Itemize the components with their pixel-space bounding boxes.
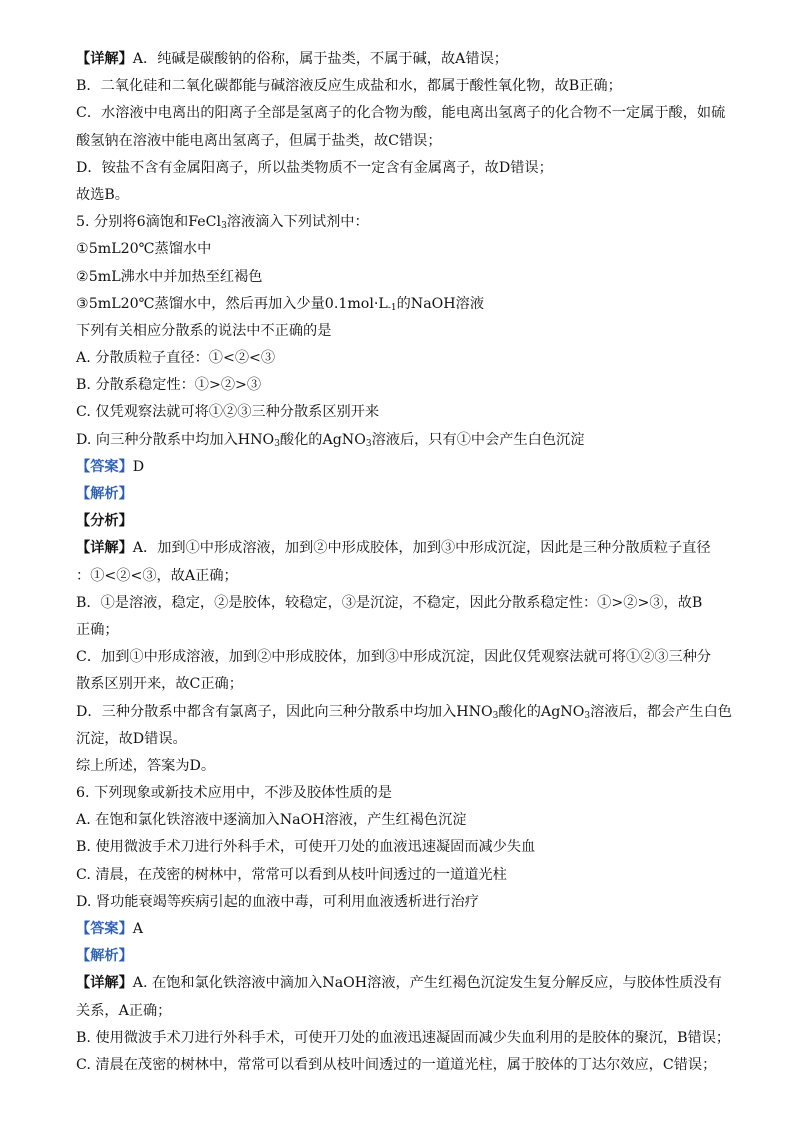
q5-answer-line	[76, 454, 726, 481]
q5-detail-d-sub-1: 3	[492, 710, 499, 721]
q6-answer-value: A	[132, 921, 144, 937]
q5-detail-d-part-a: D．三种分散系中都含有氯离子，因此向三种分散系中均加入HNO	[76, 703, 493, 720]
q5-question: 下列有关相应分散系的说法中不正确的是	[76, 322, 332, 339]
q5-detail-c-line-1: C．加到①中形成溶液，加到②中形成胶体，加到③中形成沉淀，因此仅凭观察法就可将①②③三种分	[76, 649, 712, 666]
q4-detail-c-line-1: C．水溶液中电离出的阳离子全部是氢离子的化合物为酸，能电离出氢离子的化合物不一定属于酸，如硫	[76, 105, 726, 122]
q5-item-3	[76, 291, 726, 318]
q5-option-d	[76, 427, 726, 454]
q5-detail-b-line-2: 正确；	[76, 621, 119, 638]
analysis-tag: 【解析】	[76, 486, 133, 502]
q6-option-d: D. 肾功能衰竭等疾病引起的血液中毒，可利用血液透析进行治疗	[76, 893, 479, 910]
q4-detail-c-line-2: 酸氢钠在溶液中能电离出氢离子，但属于盐类，故C错误；	[76, 132, 442, 149]
q5-option-d-part-a: D. 向三种分散系中均加入HNO	[76, 431, 275, 448]
q6-answer-line	[76, 916, 726, 943]
q6-detail-a-text: A. 在饱和氯化铁溶液中滴加入NaOH溶液，产生红褐色沉淀发生复分解反应，与胶体性质没有	[132, 975, 722, 992]
q6-detail-a-line-2: 关系，A正确；	[76, 1002, 172, 1019]
q5-stem-part-a: 5. 分别将6滴饱和FeCl	[76, 214, 222, 231]
q5-option-d-part-c: 溶液后，只有①中会产生白色沉淀	[371, 431, 585, 448]
q5-item-3-part-b: 的NaOH溶液	[396, 295, 485, 312]
q4-conclusion: 故选B。	[76, 186, 129, 203]
q5-item-3-part-a: ③5mL20℃蒸馏水中，然后再加入少量0.1mol·L	[76, 295, 388, 312]
q5-detail-a-line-1	[76, 535, 726, 562]
q5-stem-part-b: 溶液滴入下列试剂中：	[226, 214, 369, 231]
q5-detail-d-part-b: 酸化的AgNO	[498, 703, 585, 720]
detail-tag: 【详解】	[76, 51, 133, 67]
q6-detail-c-line: C. 清晨在茂密的树林中，常常可以看到从枝叶间透过的一道道光柱，属于胶体的丁达尔效应，C错误；	[76, 1056, 717, 1073]
q5-option-d-part-b: 酸化的AgNO	[279, 431, 366, 448]
q6-option-c: C. 清晨，在茂密的树林中，常常可以看到从枝叶间透过的一道道光柱	[76, 866, 507, 883]
answer-tag: 【答案】	[76, 458, 133, 475]
q6-option-b: B. 使用微波手术刀进行外科手术，可使开刀处的血液迅速凝固而减少失血	[76, 839, 536, 856]
q5-option-c: C. 仅凭观察法就可将①②③三种分散系区别开来	[76, 404, 380, 421]
document-page	[76, 46, 732, 1079]
q5-option-a: A. 分散质粒子直径：①<②<③	[76, 350, 276, 367]
analysis-tag: 【解析】	[76, 948, 133, 965]
q5-detail-d-part-c: 溶液后，都会产生白色	[590, 703, 732, 720]
q4-detail-a-line	[76, 46, 726, 73]
fenxi-tag: 【分析】	[76, 513, 133, 530]
detail-tag: 【详解】	[76, 540, 133, 557]
detail-tag: 【详解】	[76, 975, 133, 992]
q5-detail-a-line-2: ：①<②<③，故A正确；	[76, 567, 238, 584]
q5-summary: 综上所述，答案为D。	[76, 757, 216, 774]
q5-item-2: ②5mL沸水中并加热至红褐色	[76, 268, 263, 285]
q6-analysis-line	[76, 943, 726, 970]
q6-detail-b-line: B. 使用微波手术刀进行外科手术，可使开刀处的血液迅速凝固而减少失血利用的是胶体的聚沉，B错误；	[76, 1029, 731, 1046]
q5-detail-d-line-2: 沉淀，故D错误。	[76, 730, 187, 747]
q6-detail-a-line-1	[76, 970, 726, 997]
q5-stem	[76, 209, 726, 236]
q5-stem-subscript: 3	[221, 221, 227, 232]
q5-detail-b-line-1: B．①是溶液，稳定，②是胶体，较稳定，③是沉淀，不稳定，因此分散系稳定性：①>②>③，故B	[76, 594, 703, 611]
answer-tag: 【答案】	[76, 921, 133, 937]
q5-analysis-line	[76, 481, 726, 508]
q5-detail-a-text: A．加到①中形成溶液，加到②中形成胶体，加到③中形成沉淀，因此是三种分散质粒子直径	[132, 540, 711, 557]
q6-option-a: A. 在饱和氯化铁溶液中逐滴加入NaOH溶液，产生红褐色沉淀	[76, 812, 467, 829]
q5-item-3-subscript: -1	[387, 302, 397, 313]
q5-detail-d-line-1	[76, 699, 732, 726]
q4-detail-a-text: A．纯碱是碳酸钠的俗称，属于盐类，不属于碱，故A错误；	[132, 51, 508, 67]
q4-detail-d-line: D．铵盐不含有金属阳离子，所以盐类物质不一定含有金属离子，故D错误；	[76, 159, 553, 176]
q5-option-d-sub-2: 3	[365, 438, 372, 449]
q4-detail-b-line: B．二氧化硅和二氧化碳都能与碱溶液反应生成盐和水，都属于酸性氧化物，故B正确；	[76, 78, 622, 95]
q5-option-d-sub-1: 3	[274, 438, 280, 449]
q5-fenxi-line	[76, 508, 726, 535]
q5-answer-value: D	[132, 458, 145, 475]
q5-detail-c-line-2: 散系区别开来，故C正确；	[76, 676, 243, 693]
q6-stem: 6. 下列现象或新技术应用中，不涉及胶体性质的是	[76, 785, 392, 802]
q5-detail-d-sub-2: 3	[584, 710, 591, 721]
q5-item-1: ①5mL20℃蒸馏水中	[76, 241, 212, 258]
q5-option-b: B. 分散系稳定性：①>②>③	[76, 377, 262, 394]
